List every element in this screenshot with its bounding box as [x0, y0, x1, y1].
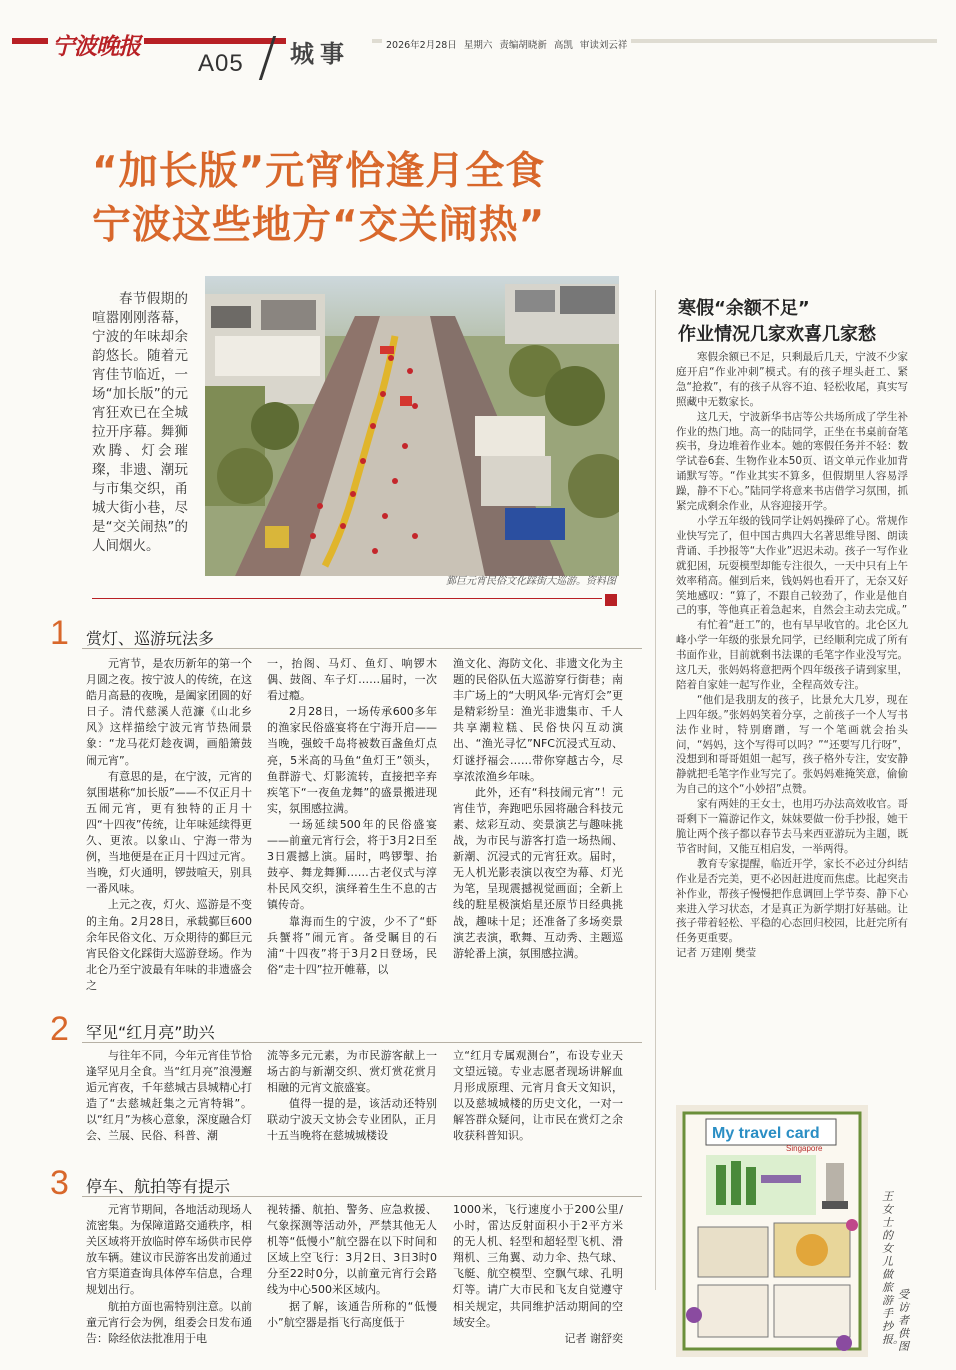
section-2-number: 2	[50, 1010, 69, 1048]
drawing-credit: 受访者供图	[898, 1288, 909, 1353]
sidebar-article: 寒假余额已不足，只剩最后几天，宁波不少家庭开启“作业冲刺”模式。有的孩子埋头赶工、紧急“抢救”，有的孩子从容不迫、轻松收尾，真实写照藏中无数家长。 这几天，宁波新华书店等公共场所成了学生补作业的热门地。高一的陆同学，正坐在书桌前奋笔疾书，身边堆着作业本。她的寒假任务并不轻：数学试卷6套、生物作业本50页、语文单元作业加背诵默写等。“作业其实不算多，但假期里人容易浮躁，静不下心。”陆同学将意来书店借学习氛围，抓紧完成剩余作业，从容迎接开学。 小学五年级的钱同学让妈妈操碎了心。常规作业快写完了，但中国古典四大名著思维导图、朗读背诵、手抄报等“大作业”迟迟未动。孩子一写作业就犯困，玩耍模型却能专注很久，一天中只有上午效率稍高。催到后来，钱妈妈也看开了，无奈又好笑地感叹：“算了，不跟自己较劲了，作业是他自己的事，等他真正着急起来，自然会主动去完成。” 有忙着“赶工”的，也有早早收官的。北仑区九峰小学一年级的张景允同学，已经顺利完成了所有书面作业，目前就剩书法课的毛笔字作业没写完。这几天，张妈妈将意把两个四年级孩子请到家里，陪着自家娃一起写作业，全程高效专注。 “他们是我朋友的孩子，比景允大几岁，现在上四年级。”张妈妈笑着分享，之前孩子一个人写书法作业时，特别磨蹭，写一个笔画就会抬头问，“妈妈，这个写得可以吗？”“还要写几行呀”，没想到和哥哥姐姐一起写，孩子格外专注，安安静静就把毛笔字作业写完了。张妈妈难掩笑意，偷偷为自己的这个“小妙招”点赞。 家有两娃的王女士，也用巧办法高效收官。哥哥剩下一篇游记作文，妹妹要做一份手抄报，她干脆让两个孩子都以春节去马来西亚游玩为主题，既节省时间，又能互相启发，一举两得。 教育专家提醒，临近开学，家长不必过分纠结作业是否完美，更不必因赶进度而焦虑。比起突击补作业，帮孩子慢慢把作息调回上学节奏、静下心来进入学习状态，才是真正为新学期打好基础。让孩子带着轻松、平稳的心态回归校园，比赶完所有任务更重要。 记者 万建刚 樊莹	[676, 351, 908, 960]
headline-line-2: 宁波这些地方“交关闹热”	[92, 203, 546, 248]
section-1-column-3: 渔文化、海防文化、非遗文化为主题的民俗队伍大巡游穿行街巷；南丰广场上的“大明风华·元宵灯会”更是精彩纷呈：渔光非遗集市、千人共享潮粒糕、民俗快闪互动演出、“渔光寻忆”NFC沉浸式互动、灯谜抒福会……带你穿越古今，尽享浓浓渔乡年味。 此外，还有“科技闹元宵”！元宵佳节，奔跑吧乐园将融合科技元素、炫彩互动、奕景演艺与趣味挑战，为市民与游客打造一场热闹、新潮、沉浸式的元宵狂欢。届时，无人机光影表演以夜空为幕、灯光为笔，呈现震撼视觉画面；全新上线的駐星极演焰星还原节日经典挑战，趣味十足；还准备了多场奕景演艺表演，歌舞、互动秀、主题巡游轮番上演，氛围感拉满。	[453, 657, 623, 960]
column-divider	[655, 290, 656, 1290]
section-3-column-1: 元宵节期间，各地活动现场人流密集。为保障道路交通秩序，相关区域将开放临时停车场供市民停放车辆。建议市民游客出发前通过官方渠道查询具体停车信息，合理规划出行。 航拍方面也需特别注意。以前童元宵行会为例，组委会日发布通告：除经依法批准用于电	[86, 1203, 252, 1345]
headline-line-1: “加长版”元宵恰逢月全食	[92, 149, 546, 194]
drawing-caption: 王女士的女儿做旅游手抄报。	[882, 1190, 904, 1346]
section-3-rule	[82, 1196, 642, 1197]
page-number: A05	[198, 50, 244, 77]
sidebar-title-2: 作业情况几家欢喜几家愁	[678, 324, 876, 345]
drawing-title: My travel card	[712, 1125, 820, 1142]
travel-card-illustration	[676, 1105, 868, 1357]
intro-paragraph: 春节假期的喧嚣刚刚落幕，宁波的年味却余韵悠长。随着元宵佳节临近，一场“加长版”的元宵狂欢已在全城拉开序幕。舞狮欢腾、灯会璀璨，非遗、潮玩与市集交织，甬城大街小巷，尽是“交关闹热”的人间烟火。	[92, 291, 188, 554]
section-3-number: 3	[50, 1164, 69, 1202]
section-1-title: 赏灯、巡游玩法多	[86, 629, 215, 648]
section-1-rule	[82, 648, 642, 649]
section-2-column-2: 流等多元元素，为市民游客献上一场古韵与新潮交织、赏灯赏花赏月相融的元宵文旅盛宴。 值得一提的是，该活动还特别联动宁波天文协会专业团队，正月十五当晚将在慈城城楼设	[267, 1049, 437, 1143]
section-3-title: 停车、航拍等有提示	[86, 1177, 231, 1196]
section-2-rule	[82, 1042, 642, 1043]
photo-rule	[92, 598, 602, 599]
travel-card-drawing	[676, 1105, 868, 1357]
parade-photo	[205, 276, 619, 576]
section-1-column-2: 一，抬阁、马灯、鱼灯、响锣木偶、鼓阁、车子灯……届时，一次看过瘾。 2月28日，一场传承600多年的渔家民俗盛宴将在宁海开启——当晚，强蛟千岛将被数百盏鱼灯点亮，5米高的马鱼“鱼灯王”领头，鱼群游弋、灯影流转，直接把辛弃疾笔下“一夜鱼龙舞”的盛景搬进现实，氛围感拉满。 一场延续500年的民俗盛宴——前童元宵行会，将于3月2日至3日震撼上演。届时，鸣锣掣、抬鼓亭、舞龙舞狮……古老仪式与淳朴民风交织，演绎着生生不息的古镇传奇。 靠海而生的宁波，少不了“虾兵蟹将”闹元宵。备受瞩目的石浦“十四夜”将于3月2日登场，民俗“走十四”拉开帷幕，以	[267, 657, 437, 976]
section-2-column-3: 立“红月专属观测台”，布设专业天文望远镜。专业志愿者现场讲解血月形成原理、元宵月食天文知识，以及慈城城楼的历史文化，一对一解答群众疑问，让市民在赏灯之余收获科普知识。	[453, 1049, 623, 1143]
sidebar-title-1: 寒假“余额不足”	[678, 298, 810, 319]
section-2-column-1: 与往年不同，今年元宵佳节恰逢罕见月全食。当“红月亮”浪漫邂逅元宵夜，千年慈城古县城精心打造了“去慈城赶集之元宵特辑”。以“红月”为核心意象，深度融合灯会、兰展、民俗、科普、潮	[86, 1049, 252, 1143]
newspaper-logo: 宁波晚报	[48, 28, 144, 61]
section-1-column-1: 元宵节，是农历新年的第一个月圆之夜。按宁波人的传统，在这皓月高悬的夜晚，是阖家团圆的好日子。清代慈溪人范濂《山北乡风》这样描绘宁波元宵节热闹景象：“龙马花灯趁夜调，画船箫鼓闹元宵”。 有意思的是，在宁波，元宵的氛围堪称“加长版”——不仅正月十五闹元宵，更有独特的正月十四“十四夜”传统，让年味延续得更久、更浓。以象山、宁海一带为例，当地便是在正月十四过元宵。当晚，灯火通明，锣鼓喧天，别具一番风味。 上元之夜，灯火、巡游是不变的主角。2月28日，承载鄞巨600余年民俗文化、万众期待的鄞巨元宵民俗文化踩街大巡游登场。作为北仑乃至宁波最有年味的非遗盛会之	[86, 657, 252, 992]
section-3-byline: 记者 谢舒奕	[564, 1331, 623, 1345]
photo-caption: 鄞巨元宵民俗文化踩街大巡游。资料图	[446, 576, 616, 587]
drawing-subtitle: Singapore	[786, 1144, 823, 1153]
section-3-column-3: 1000米，飞行速度小于200公里/小时，雷达反射面积小于2平方米的无人机、轻型和超轻型飞机、滑翔机、三角翼、动力伞、热气球、飞艇、航空模型、空飘气球、孔明灯等。请广大市民和飞友自觉遵守相关规定，共同维护活动期间的空域安全。 记者 谢舒奕	[453, 1202, 623, 1347]
section-3-column-2: 视转播、航拍、警务、应急救援、气象探测等活动外，严禁其他无人机等“低慢小”航空器在以下时间和区域上空飞行：3月2日、3日3时0分至22时0分，以前童元宵行会路线为中心500米区域内。 据了解，该通告所称的“低慢小”航空器是指飞行高度低于	[267, 1203, 437, 1329]
parade-illustration	[205, 276, 619, 576]
sidebar-byline: 记者 万建刚 樊莹	[676, 947, 757, 960]
section-name: 城事	[286, 34, 354, 69]
caption-marker	[605, 594, 617, 606]
section-1-number: 1	[50, 614, 69, 652]
section-2-title: 罕见“红月亮”助兴	[86, 1023, 215, 1042]
issue-meta: 2026年2月28日 星期六 责编胡晓新 高凯 审读刘云祥	[382, 37, 631, 51]
